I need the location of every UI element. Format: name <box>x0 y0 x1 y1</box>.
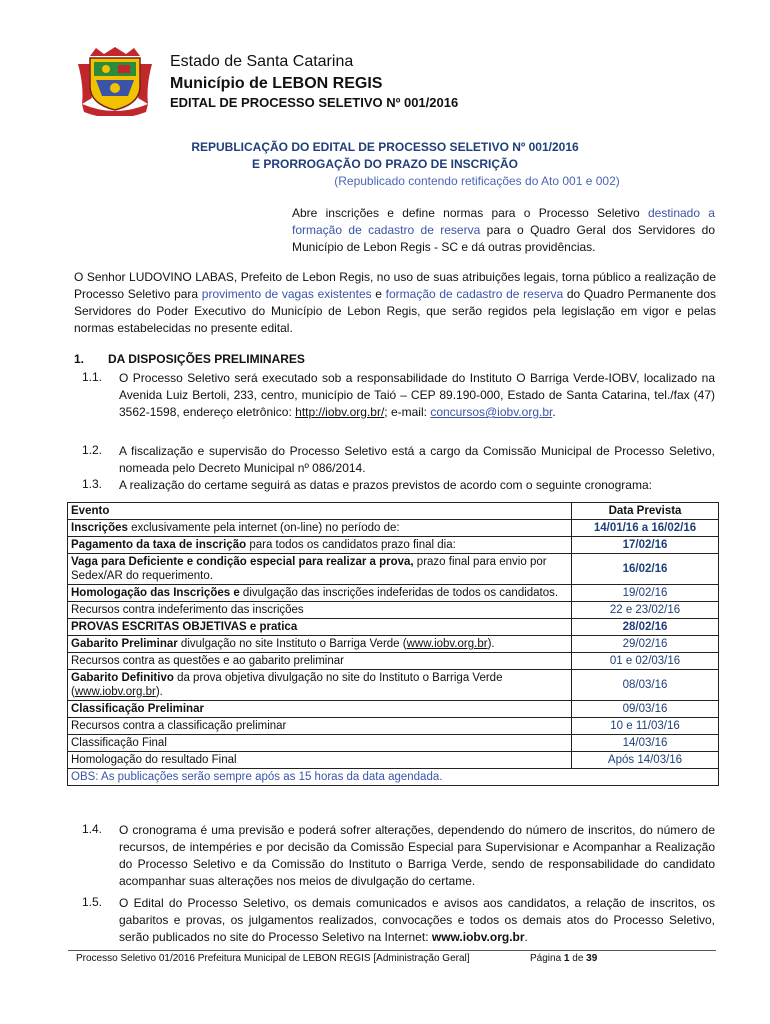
intro-paragraph: O Senhor LUDOVINO LABAS, Prefeito de Lebon Regis, no uso de suas atribuições legais, torna público a realização de Processo Seletivo para provimento de vagas existentes e formação de cadastro de reserva do Quadro Permanente dos Servidores do Poder Executivo do Município de Lebon Regis, que serão regidos pela legislação em vigor e pelas normas estabelecidas no presente edital. <box>74 270 717 335</box>
table-row <box>68 670 719 701</box>
iobv-site-link[interactable]: www.iobv.org.br <box>74 686 156 698</box>
date-cell: 10 e 11/03/16 <box>572 718 719 735</box>
event-cell: Recursos contra indeferimento das inscrições <box>68 602 572 619</box>
section-title: DA DISPOSIÇÕES PRELIMINARES <box>108 352 305 366</box>
iobv-site-bold: www.iobv.org.br <box>431 930 525 944</box>
item-number: 1.4. <box>82 822 103 836</box>
table-row <box>68 701 719 718</box>
date-cell: 17/02/16 <box>572 537 719 554</box>
header-date: Data Prevista <box>572 503 719 520</box>
municipal-crest-logo <box>76 46 154 116</box>
event-cell: Vaga para Deficiente e condição especial para realizar a prova, prazo final para envio por Sedex/AR do requerimento. <box>68 554 572 585</box>
ementa-paragraph: Abre inscrições e define normas para o Processo Seletivo destinado a formação de cadastro de reserva para o Quadro Geral dos Servidores do Município de Lebon Regis - SC e dá outras providências. <box>292 206 716 254</box>
item-number: 1.2. <box>82 443 103 457</box>
event-cell: Gabarito Preliminar divulgação no site Instituto o Barriga Verde (www.iobv.org.br). <box>68 636 572 653</box>
date-cell: 29/02/16 <box>572 636 719 653</box>
table-row <box>68 653 719 670</box>
item-1-4-text: O cronograma é uma previsão e poderá sofrer alterações, dependendo do número de inscritos, do número de recursos, de intempéries e por decisão da Comissão Especial para Supervisionar e Acompanhar a Realização do Processo Seletivo e da Comissão do Instituto o Barriga Verde, sendo de responsabilidade do candidato acompanhar suas alterações nos meios de divulgação do certame. <box>119 823 715 888</box>
event-cell: PROVAS ESCRITAS OBJETIVAS e pratica <box>68 619 572 636</box>
contact-email-link[interactable]: concursos@iobv.org.br <box>430 405 553 419</box>
date-cell: 28/02/16 <box>572 619 719 636</box>
table-row <box>68 752 719 769</box>
header-event: Evento <box>68 503 572 520</box>
section-number: 1. <box>74 352 85 366</box>
event-cell: Classificação Preliminar <box>68 701 572 718</box>
header-municipality: Município de LEBON REGIS <box>170 75 383 92</box>
item-1-3-text: A realização do certame seguirá as datas e prazos previstos de acordo com o seguinte cronograma: <box>119 478 652 492</box>
date-cell: 16/02/16 <box>572 554 719 585</box>
table-row <box>68 735 719 752</box>
item-number: 1.1. <box>82 370 103 384</box>
footer-document-info: Processo Seletivo 01/2016 Prefeitura Municipal de LEBON REGIS [Administração Geral] <box>76 953 470 964</box>
table-row <box>68 619 719 636</box>
table-header-row <box>68 503 719 520</box>
iobv-site-link[interactable]: http://iobv.org.br/ <box>295 405 385 419</box>
event-cell: Inscrições exclusivamente pela internet (on-line) no período de: <box>68 520 572 537</box>
date-cell: 08/03/16 <box>572 670 719 701</box>
schedule-table <box>67 502 719 786</box>
event-cell: Homologação do resultado Final <box>68 752 572 769</box>
iobv-site-link[interactable]: www.iobv.org.br <box>406 638 488 650</box>
event-cell: Gabarito Definitivo da prova objetiva divulgação no site do Instituto o Barriga Verde (www.iobv.org.br). <box>68 670 572 701</box>
item-number: 1.3. <box>82 477 103 491</box>
date-cell: 01 e 02/03/16 <box>572 653 719 670</box>
date-cell: 19/02/16 <box>572 585 719 602</box>
date-cell: 09/03/16 <box>572 701 719 718</box>
date-cell: 14/01/16 a 16/02/16 <box>572 520 719 537</box>
event-cell: Homologação das Inscrições e divulgação das inscrições indeferidas de todos os candidatos. <box>68 585 572 602</box>
event-cell: Recursos contra as questões e ao gabarito preliminar <box>68 653 572 670</box>
date-cell: 14/03/16 <box>572 735 719 752</box>
event-cell: Recursos contra a classificação preliminar <box>68 718 572 735</box>
date-cell: 22 e 23/02/16 <box>572 602 719 619</box>
item-number: 1.5. <box>82 895 103 909</box>
header-state: Estado de Santa Catarina <box>170 53 354 70</box>
item-1-2-text: A fiscalização e supervisão do Processo Seletivo está a cargo da Comissão Municipal de Processo Seletivo, nomeada pelo Decreto Municipal nº 086/2014. <box>119 444 715 475</box>
republication-subtitle: E PRORROGAÇÃO DO PRAZO DE INSCRIÇÃO <box>251 157 518 171</box>
republication-title: REPUBLICAÇÃO DO EDITAL DE PROCESSO SELETIVO Nº 001/2016 <box>191 140 579 154</box>
footer-page-number: Página 1 de 39 <box>530 953 598 964</box>
table-row <box>68 537 719 554</box>
table-row <box>68 554 719 585</box>
date-cell: Após 14/03/16 <box>572 752 719 769</box>
event-cell: Classificação Final <box>68 735 572 752</box>
table-row <box>68 636 719 653</box>
table-row <box>68 602 719 619</box>
schedule-note: OBS: As publicações serão sempre após as 15 horas da data agendada. <box>68 769 719 786</box>
item-1-5-text: O Edital do Processo Seletivo, os demais comunicados e avisos aos candidatos, a relação de inscritos, os gabaritos e provas, os julgamentos realizados, convocações e todos os demais atos do Processo Seletivo, serão publicados no site do Processo Seletivo na Internet: www.iobv.org.br. <box>119 896 715 944</box>
footer-divider <box>68 950 716 951</box>
table-row <box>68 718 719 735</box>
table-row <box>68 520 719 537</box>
event-cell: Pagamento da taxa de inscrição para todos os candidatos prazo final dia: <box>68 537 572 554</box>
item-1-1-text: O Processo Seletivo será executado sob a responsabilidade do Instituto O Barriga Verde-IOBV, localizado na Avenida Luiz Bertoli, 233, centro, município de Taió – CEP 89.190-000, Estado de Santa Catarina, tel./fax (47) 3562-1598, endereço eletrônico: http://iobv.org.br/; e-mail: concursos@iobv.org.br. <box>119 371 715 419</box>
header-edital-title: EDITAL DE PROCESSO SELETIVO Nº 001/2016 <box>170 95 459 110</box>
table-row <box>68 585 719 602</box>
republication-note: (Republicado contendo retificações do Ato 001 e 002) <box>334 174 620 188</box>
table-note-row <box>68 769 719 786</box>
